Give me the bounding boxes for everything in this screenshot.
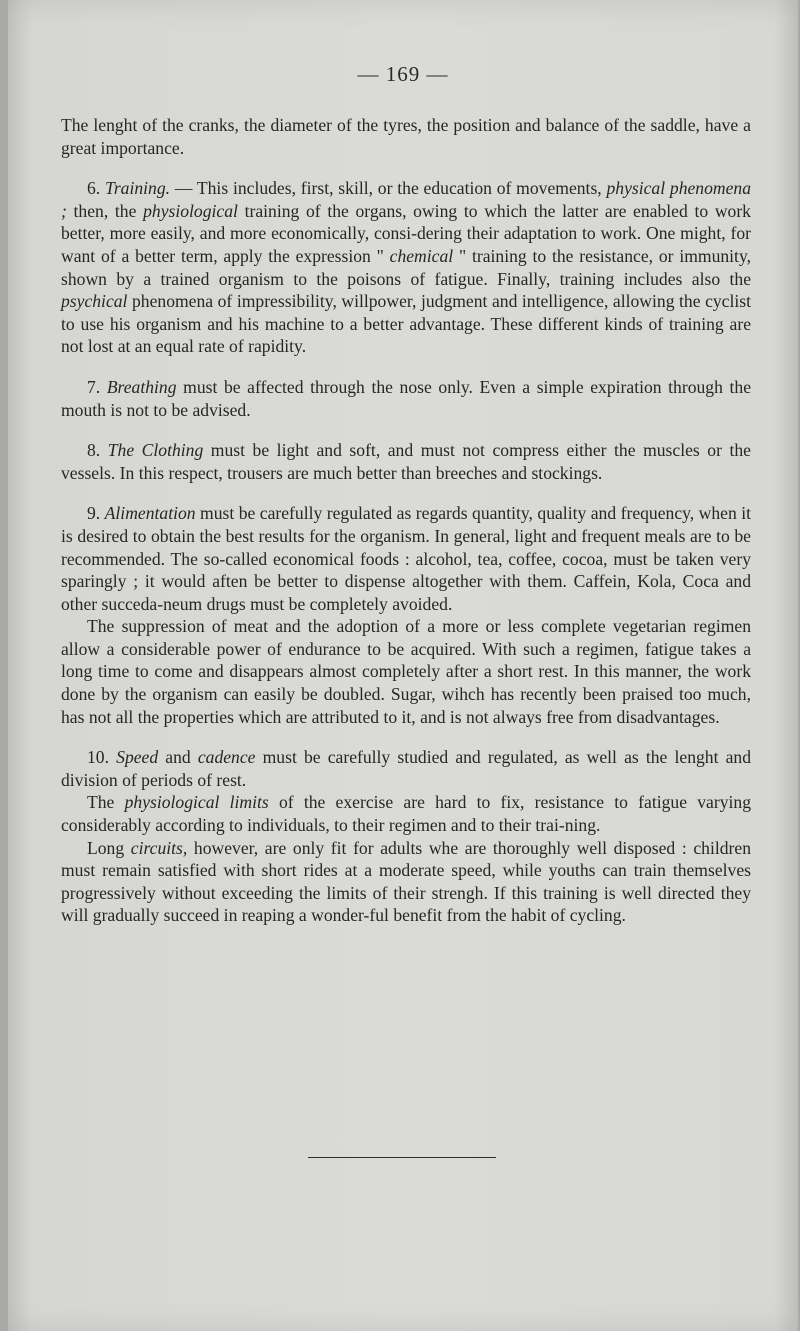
italic-term: physiological bbox=[143, 200, 238, 221]
text-segment: and bbox=[158, 747, 198, 768]
text-segment: then, the bbox=[66, 200, 144, 221]
text-segment: 10. bbox=[87, 747, 117, 768]
text-segment: must be carefully regulated as regards quantity, quality and frequency, when it is desired to obtain the best results for the organism. In general, light and frequent meals are to be recommended. The so-called economical foods : alcohol, tea, coffee, cocoa, must be taken very sparingly ; it would aften be better to dispense altogether with them. Caffein, Kola, Coca and other succeda-neum drugs must be completely avoided. bbox=[61, 503, 751, 614]
paragraph-speed bbox=[61, 746, 751, 791]
paragraph-circuits bbox=[61, 837, 751, 927]
text-segment: — This includes, first, skill, or the education of movements, bbox=[170, 178, 607, 199]
text-segment: 6. bbox=[87, 178, 105, 199]
paragraph-breathing bbox=[61, 376, 751, 421]
italic-term: Alimentation bbox=[104, 503, 196, 524]
text-segment: The suppression of meat and the adoption of a more or less complete vegetarian regimen allow a considerable power of endurance to be acquired. With such a regimen, fatigue takes a long time to come and disappears almost completely after a short rest. In this manner, the work done by the organism can easily be doubled. Sugar, wihch has recently been praised too much, has not all the properties which are attributed to it, and is not always free from disadvantages. bbox=[61, 616, 751, 727]
paragraph-alimentation bbox=[61, 502, 751, 615]
text-segment: The lenght of the cranks, the diameter of the tyres, the position and balance of the saddle, have a great importance. bbox=[61, 115, 751, 158]
text-segment: phenomena of impressibility, willpower, judgment and intelligence, allowing the cyclist to use his organism and his machine to a better advantage. These different kinds of training are not lost at an equal rate of rapidity. bbox=[61, 291, 751, 357]
text-segment: " training to the resistance, or immunity, shown by a trained organism to the poisons of fatigue. Finally, training includes also the bbox=[61, 245, 751, 289]
italic-term: The Clothing bbox=[107, 440, 204, 461]
italic-term: cadence bbox=[197, 747, 256, 768]
italic-term: Speed bbox=[116, 747, 159, 768]
end-rule bbox=[308, 1157, 496, 1158]
paragraph-training bbox=[61, 177, 751, 358]
body-text bbox=[61, 114, 751, 927]
italic-term: Breathing bbox=[106, 376, 177, 397]
text-segment: must be affected through the nose only. Even a simple expiration through the mouth is not to be advised. bbox=[61, 376, 752, 420]
page-number: — 169 — bbox=[357, 62, 449, 86]
italic-term: physiological limits bbox=[124, 792, 269, 813]
paragraph-limits bbox=[61, 791, 751, 836]
paragraph-vegetarian bbox=[61, 615, 751, 728]
text-segment: training of the organs, owing to which the latter are enabled to work better, more easily, and more economically, consi-dering their adaptation to work. One might, for want of a better term, apply the expression " bbox=[61, 200, 751, 266]
text-segment: 9. bbox=[87, 503, 105, 524]
italic-term: physical phenomena ; bbox=[61, 178, 752, 221]
text-segment: Long bbox=[87, 837, 131, 858]
book-page bbox=[8, 0, 798, 1331]
text-segment: The bbox=[87, 792, 125, 813]
text-segment: must be light and soft, and must not compress either the muscles or the vessels. In this respect, trousers are much better than breeches and stockings. bbox=[61, 440, 751, 483]
text-segment: however, are only fit for adults whe are thoroughly well disposed : children must remain satisfied with short rides at a moderate speed, while youths can train themselves progressively without exceeding the limits of their strengh. If this training is well directed they will gradually succeed in reaping a wonder-ful benefit from the habit of cycling. bbox=[61, 837, 751, 926]
italic-term: circuits, bbox=[130, 837, 188, 858]
text-segment: 8. bbox=[87, 440, 108, 461]
italic-term: psychical bbox=[61, 291, 128, 312]
paragraph-clothing bbox=[61, 439, 751, 484]
text-segment: 7. bbox=[87, 376, 107, 397]
text-segment: of the exercise are hard to fix, resistance to fatigue varying considerably according to individuals, to their regimen and to their trai-ning. bbox=[61, 792, 751, 836]
paragraph-saddle bbox=[61, 114, 751, 159]
italic-term: chemical bbox=[389, 245, 454, 266]
text-segment: must be carefully studied and regulated, as well as the lenght and division of periods of rest. bbox=[61, 747, 752, 790]
italic-term: Training. bbox=[105, 178, 171, 199]
